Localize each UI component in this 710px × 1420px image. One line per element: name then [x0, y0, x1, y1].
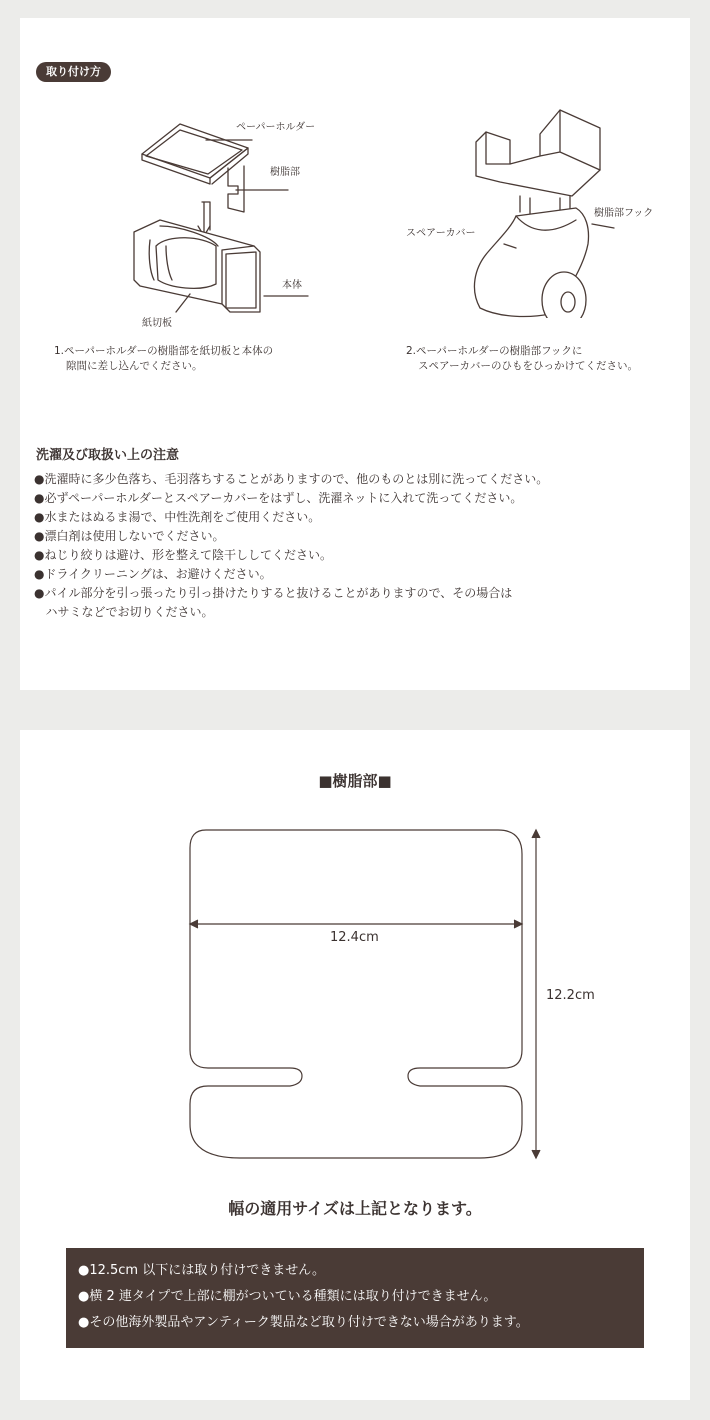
warning-item: ●横 2 連タイプで上部に棚がついている種類には取り付けできません。	[78, 1289, 497, 1304]
care-list	[34, 470, 548, 622]
install-heading: 取り付け方	[36, 62, 111, 82]
installation-panel	[20, 18, 690, 690]
caption-1-line-2: 隙間に差し込んでください。	[66, 360, 203, 372]
resin-title: ■樹脂部■	[318, 772, 392, 790]
care-title: 洗濯及び取扱い上の注意	[36, 448, 180, 463]
label-body: 本体	[282, 280, 302, 291]
height-label: 12.2cm	[546, 988, 595, 1003]
resin-size-panel	[20, 730, 690, 1400]
label-paper-holder: ペーパーホルダー	[236, 122, 316, 133]
caption-1-line-1: 1.ペーパーホルダーの樹脂部を紙切板と本体の	[54, 345, 274, 357]
resin-dimension-diagram	[180, 824, 550, 1164]
care-item: ●必ずペーパーホルダーとスペアーカバーをはずし、洗濯ネットに入れて洗ってください。	[34, 491, 523, 505]
label-resin-hook: 樹脂部フック	[594, 208, 654, 219]
label-spare-cover: スペアーカバー	[406, 228, 476, 239]
install-caption-1	[54, 344, 273, 374]
care-item: ●水またはぬるま湯で、中性洗剤をご使用ください。	[34, 510, 321, 524]
care-item: ●ねじり絞りは避け、形を整えて陰干ししてください。	[34, 548, 332, 562]
width-label: 12.4cm	[330, 930, 379, 945]
install-caption-2	[406, 344, 638, 374]
care-item: ●ドライクリーニングは、お避けください。	[34, 567, 272, 581]
install-illustration-1	[120, 116, 330, 326]
size-note: 幅の適用サイズは上記となります。	[228, 1199, 482, 1218]
label-resin-part: 樹脂部	[270, 167, 300, 178]
care-item: ●漂白剤は使用しないでください。	[34, 529, 225, 543]
caption-2-line-2: スペアーカバーのひもをひっかけてください。	[418, 360, 638, 372]
warning-list	[78, 1258, 644, 1336]
care-item: ●パイル部分を引っ張ったり引っ掛けたりすると抜けることがありますので、その場合は	[34, 586, 513, 600]
label-paper-plate: 紙切板	[142, 318, 172, 329]
warning-box	[66, 1248, 644, 1348]
care-item: ●洗濯時に多少色落ち、毛羽落ちすることがありますので、他のものとは別に洗ってください。	[34, 472, 549, 486]
caption-2-line-1: 2.ペーパーホルダーの樹脂部フックに	[406, 345, 583, 357]
warning-item: ●12.5cm 以下には取り付けできません。	[78, 1263, 326, 1278]
care-item: ハサミなどでお切りください。	[34, 605, 214, 619]
warning-item: ●その他海外製品やアンティーク製品など取り付けできない場合があります。	[78, 1315, 529, 1330]
resin-outline	[190, 830, 522, 1158]
